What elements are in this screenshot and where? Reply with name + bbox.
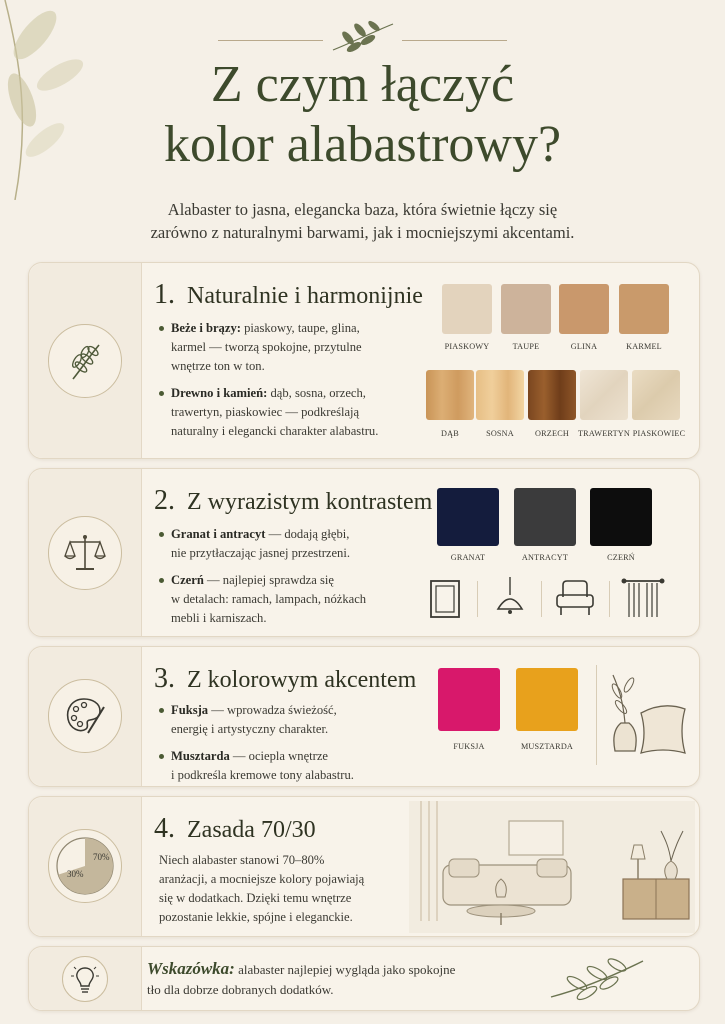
title-rule-right: [402, 40, 507, 41]
curtain-rod-icon: [621, 575, 665, 621]
palette-icon: [48, 679, 122, 753]
swatch-label-dab: DĄB: [441, 429, 459, 438]
pendant-lamp-icon: [492, 575, 528, 621]
swatch-fuksja: [438, 668, 500, 731]
vase-pillow-icon: [605, 661, 689, 761]
section-4-heading: Zasada 70/30: [187, 817, 316, 843]
swatch-orzech: [528, 370, 576, 420]
bullet-black-line-3: mebli i karniszach.: [171, 611, 267, 625]
bullet-navy: [159, 525, 419, 563]
icon-divider: [609, 581, 610, 617]
section-accent: [28, 646, 700, 787]
section-1-title: [154, 279, 423, 311]
swatch-label-piaskowy: PIASKOWY: [444, 342, 490, 351]
swatch-antracyt: [514, 488, 576, 546]
bullet-beige-bold: Beże i brązy:: [171, 321, 241, 335]
bullet-fuchsia: [159, 701, 419, 739]
icon-divider: [541, 581, 542, 617]
bullet-beige-line-3: wnętrze ton w ton.: [171, 359, 265, 373]
bullet-navy-bold: Granat i antracyt: [171, 527, 266, 541]
section-4-line-1: Niech alabaster stanowi 70–80%: [159, 853, 325, 867]
bullet-mustard-line-1: — ociepla wnętrze: [232, 749, 329, 763]
section-contrast: [28, 468, 700, 637]
swatch-czern: [590, 488, 652, 546]
sprig-icon: [328, 20, 398, 54]
bullet-wood-line-3: naturalny i elegancki charakter alabastru.: [171, 424, 379, 438]
pie-label-70: 70%: [93, 852, 110, 862]
swatch-label-orzech: ORZECH: [535, 429, 569, 438]
section-4-title: [154, 813, 316, 845]
page-title: [0, 55, 725, 175]
bullet-beige: [159, 319, 424, 376]
tip-line-2: tło dla dobrze dobranych dodatków.: [147, 982, 334, 997]
swatch-label-czern: CZERŃ: [607, 553, 635, 562]
section-2-heading: Z wyrazistym kontrastem: [187, 489, 433, 515]
bullet-black-line-1: — najlepiej sprawdza się: [207, 573, 334, 587]
section-2-number: 2.: [154, 485, 175, 516]
lightbulb-icon: [62, 956, 108, 1002]
icon-divider: [477, 581, 478, 617]
bullet-beige-line-1: piaskowy, taupe, glina,: [244, 321, 360, 335]
section-2-bullets: [159, 525, 419, 636]
section-icon-column: [29, 469, 142, 636]
swatch-label-trawertyn: TRAWERTYN: [577, 429, 631, 438]
frame-icon: [427, 578, 463, 620]
tip-card: [28, 946, 700, 1011]
title-line-2: kolor alabastrowy?: [163, 116, 562, 173]
section-icon-column: [29, 797, 142, 936]
section-1-bullets: [159, 319, 424, 449]
swatch-label-glina: GLINA: [570, 342, 598, 351]
section-4-number: 4.: [154, 813, 175, 844]
section-3-bullets: [159, 701, 419, 793]
leaf-icon: [48, 324, 122, 398]
section-2-title: [154, 485, 432, 517]
title-line-1: Z czym łączyć: [210, 56, 515, 113]
bullet-fuchsia-bold: Fuksja: [171, 703, 209, 717]
tip-text: [147, 959, 455, 1000]
swatch-karmel: [619, 284, 669, 334]
section-rule: [28, 796, 700, 937]
bullet-mustard-line-2: i podkreśla kremowe tony alabastru.: [171, 768, 354, 782]
swatch-piaskowy: [442, 284, 492, 334]
bullet-navy-line-2: nie przytłaczając jasnej przestrzeni.: [171, 546, 351, 560]
bullet-black-bold: Czerń: [171, 573, 204, 587]
bullet-mustard: [159, 747, 419, 785]
section-icon-column: [29, 647, 142, 786]
swatch-label-musztarda: MUSZTARDA: [520, 742, 574, 751]
pie-70-30-icon: [48, 829, 122, 903]
swatch-taupe: [501, 284, 551, 334]
intro-text: [60, 198, 665, 244]
scales-icon: [48, 516, 122, 590]
section-4-line-4: pozostanie lekkie, spójne i eleganckie.: [159, 910, 353, 924]
bullet-fuchsia-line-2: energię i artystyczny charakter.: [171, 722, 329, 736]
tip-line-1: alabaster najlepiej wygląda jako spokojne: [238, 962, 456, 977]
bullet-wood: [159, 384, 424, 441]
section-icon-column: [29, 947, 142, 1010]
bullet-fuchsia-line-1: — wprowadza świeżość,: [211, 703, 337, 717]
bullet-wood-bold: Drewno i kamień:: [171, 386, 268, 400]
swatch-label-sosna: SOSNA: [486, 429, 514, 438]
section-1-number: 1.: [154, 279, 175, 310]
pie-label-30: 30%: [67, 869, 84, 879]
swatch-label-piaskowiec: PIASKOWIEC: [632, 429, 686, 438]
section-4-line-3: się w dodatkach. Dzięki temu wnętrze: [159, 891, 352, 905]
swatch-granat: [437, 488, 499, 546]
swatch-label-antracyt: ANTRACYT: [521, 553, 569, 562]
swatch-dab: [426, 370, 474, 420]
bullet-mustard-bold: Musztarda: [171, 749, 230, 763]
bullet-wood-line-2: trawertyn, piaskowiec — podkreślają: [171, 405, 360, 419]
section-4-text: [159, 851, 404, 927]
section-1-heading: Naturalnie i harmonijnie: [187, 283, 423, 309]
swatch-label-karmel: KARMEL: [626, 342, 662, 351]
sprig-icon: [547, 955, 647, 1001]
living-room-illustration: [409, 801, 695, 933]
title-rule-left: [218, 40, 323, 41]
swatch-trawertyn: [580, 370, 628, 420]
section-icon-column: [29, 263, 142, 458]
intro-line-2: zarówno z naturalnymi barwami, jak i mocniejszymi akcentami.: [150, 223, 575, 242]
armchair-icon: [553, 577, 597, 619]
swatch-label-fuksja: FUKSJA: [453, 742, 485, 751]
bullet-black-line-2: w detalach: ramach, lampach, nóżkach: [171, 592, 367, 606]
tip-label: Wskazówka:: [147, 959, 235, 978]
icon-divider: [596, 665, 597, 765]
section-3-number: 3.: [154, 663, 175, 694]
swatch-musztarda: [516, 668, 578, 731]
swatch-sosna: [476, 370, 524, 420]
swatch-label-granat: GRANAT: [450, 553, 486, 562]
section-natural: [28, 262, 700, 459]
section-3-title: [154, 663, 416, 695]
intro-line-1: Alabaster to jasna, elegancka baza, która świetnie łączy się: [167, 200, 558, 219]
section-4-line-2: aranżacji, a mocniejsze kolory pojawiają: [159, 872, 365, 886]
swatch-piaskowiec: [632, 370, 680, 420]
bullet-navy-line-1: — dodają głębi,: [268, 527, 350, 541]
bullet-black: [159, 571, 419, 628]
bullet-beige-line-2: karmel — tworzą spokojne, przytulne: [171, 340, 362, 354]
section-3-heading: Z kolorowym akcentem: [187, 667, 417, 693]
bullet-wood-line-1: dąb, sosna, orzech,: [270, 386, 366, 400]
swatch-glina: [559, 284, 609, 334]
swatch-label-taupe: TAUPE: [512, 342, 540, 351]
